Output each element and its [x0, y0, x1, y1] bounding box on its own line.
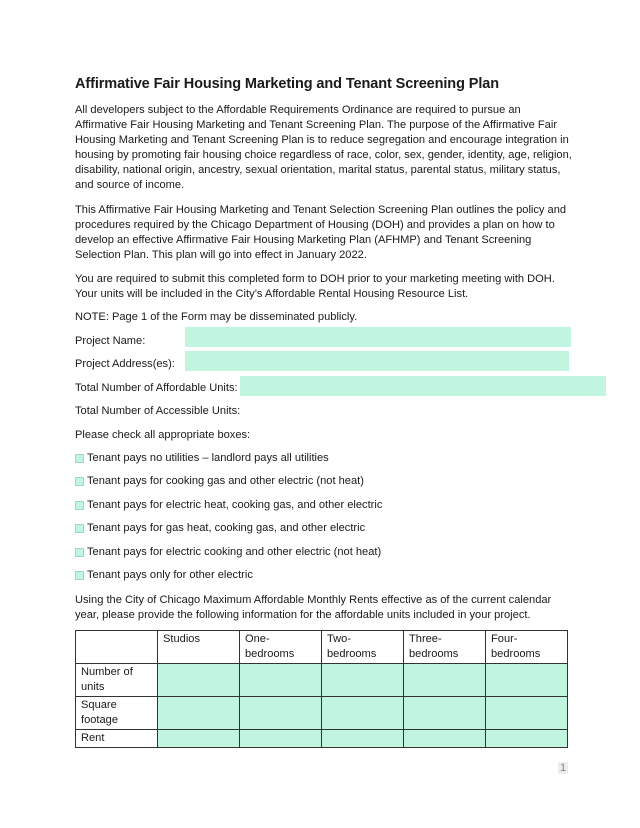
project-address-field[interactable]: [185, 351, 569, 371]
checkbox[interactable]: [75, 501, 84, 510]
affordable-units-label: Total Number of Affordable Units:: [75, 382, 238, 394]
checkbox-row-gas-heat[interactable]: [75, 521, 365, 536]
checkbox[interactable]: [75, 571, 84, 580]
row-label: Rent: [76, 730, 158, 748]
row-label: Number of units: [76, 664, 158, 697]
table-header-cell: Studios: [158, 631, 240, 664]
table-header-cell: Three-bedrooms: [404, 631, 486, 664]
document-title: Affirmative Fair Housing Marketing and Tenant Screening Plan: [75, 76, 499, 92]
checkbox-label: Tenant pays for gas heat, cooking gas, and other electric: [87, 522, 366, 534]
checkbox-label: Tenant pays only for other electric: [87, 569, 253, 581]
table-header-cell: Two-bedrooms: [322, 631, 404, 664]
units-table: [75, 630, 568, 748]
input-cell[interactable]: [486, 697, 568, 730]
project-name-label: Project Name:: [75, 335, 146, 347]
table-intro-paragraph: Using the City of Chicago Maximum Affordable Monthly Rents effective as of the current calendar year, please provide the following information for the affordable units included in your project.: [75, 594, 552, 621]
project-name-field[interactable]: [185, 327, 571, 347]
input-cell[interactable]: [322, 730, 404, 748]
input-cell[interactable]: [322, 697, 404, 730]
table-row: [76, 730, 568, 748]
input-cell[interactable]: [322, 664, 404, 697]
accessible-units-label: Total Number of Accessible Units:: [75, 405, 241, 417]
checkbox-label: Tenant pays for electric heat, cooking gas, and other electric: [87, 499, 383, 511]
intro-paragraph: All developers subject to the Affordable Requirements Ordinance are required to pursue an Affirmative Fair Housing Marketing and Tenant Screening Plan. The purpose of the Affirmative Fair Housing Marketing and Tenant Screening Plan is to reduce segregation and encourage integration in housing by promoting fair housing choice regardless of race, color, sex, gender, identity, age, religion, disability, national origin, ancestry, sexual orientation, marital status, parental status, military status, and source of income.: [75, 104, 572, 191]
input-cell[interactable]: [404, 697, 486, 730]
page-number: 1: [560, 762, 567, 774]
checkbox-label: Tenant pays for electric cooking and other electric (not heat): [87, 546, 382, 558]
checkbox-row-electric-heat[interactable]: [75, 498, 382, 513]
row-label: Square footage: [76, 697, 158, 730]
checkbox[interactable]: [75, 548, 84, 557]
input-cell[interactable]: [404, 730, 486, 748]
input-cell[interactable]: [158, 664, 240, 697]
table-row: [76, 664, 568, 697]
input-cell[interactable]: [240, 664, 322, 697]
checkbox-label: Tenant pays no utilities – landlord pays all utilities: [87, 452, 329, 464]
note-paragraph: NOTE: Page 1 of the Form may be disseminated publicly.: [75, 311, 358, 323]
project-address-label: Project Address(es):: [75, 358, 175, 370]
input-cell[interactable]: [240, 697, 322, 730]
table-header-row: [76, 631, 568, 664]
outline-paragraph: This Affirmative Fair Housing Marketing and Tenant Selection Screening Plan outlines the policy and procedures required by the Chicago Department of Housing (DOH) and provides a plan on how to develop an effective Affirmative Fair Housing Marketing Plan (AFHMP) and Tenant Screening Selection Plan. This plan will go into effect in January 2022.: [75, 204, 567, 261]
table-header-cell: One-bedrooms: [240, 631, 322, 664]
input-cell[interactable]: [486, 664, 568, 697]
checkbox[interactable]: [75, 477, 84, 486]
submit-paragraph: You are required to submit this completed form to DOH prior to your marketing meeting with DOH. Your units will be included in the City’s Affordable Rental Housing Resource List.: [75, 273, 555, 300]
checkbox-row-electric-cooking[interactable]: [75, 545, 381, 560]
table-header-cell: [76, 631, 158, 664]
checkbox-row-cooking-gas[interactable]: [75, 474, 364, 489]
checkbox-row-no-utilities[interactable]: [75, 451, 329, 466]
table-row: [76, 697, 568, 730]
input-cell[interactable]: [486, 730, 568, 748]
check-prompt: Please check all appropriate boxes:: [75, 429, 251, 441]
input-cell[interactable]: [404, 664, 486, 697]
affordable-units-field[interactable]: [240, 376, 606, 396]
checkbox[interactable]: [75, 524, 84, 533]
input-cell[interactable]: [158, 730, 240, 748]
checkbox[interactable]: [75, 454, 84, 463]
checkbox-label: Tenant pays for cooking gas and other electric (not heat): [87, 475, 364, 487]
table-header-cell: Four-bedrooms: [486, 631, 568, 664]
input-cell[interactable]: [240, 730, 322, 748]
checkbox-row-other-electric[interactable]: [75, 568, 253, 583]
input-cell[interactable]: [158, 697, 240, 730]
